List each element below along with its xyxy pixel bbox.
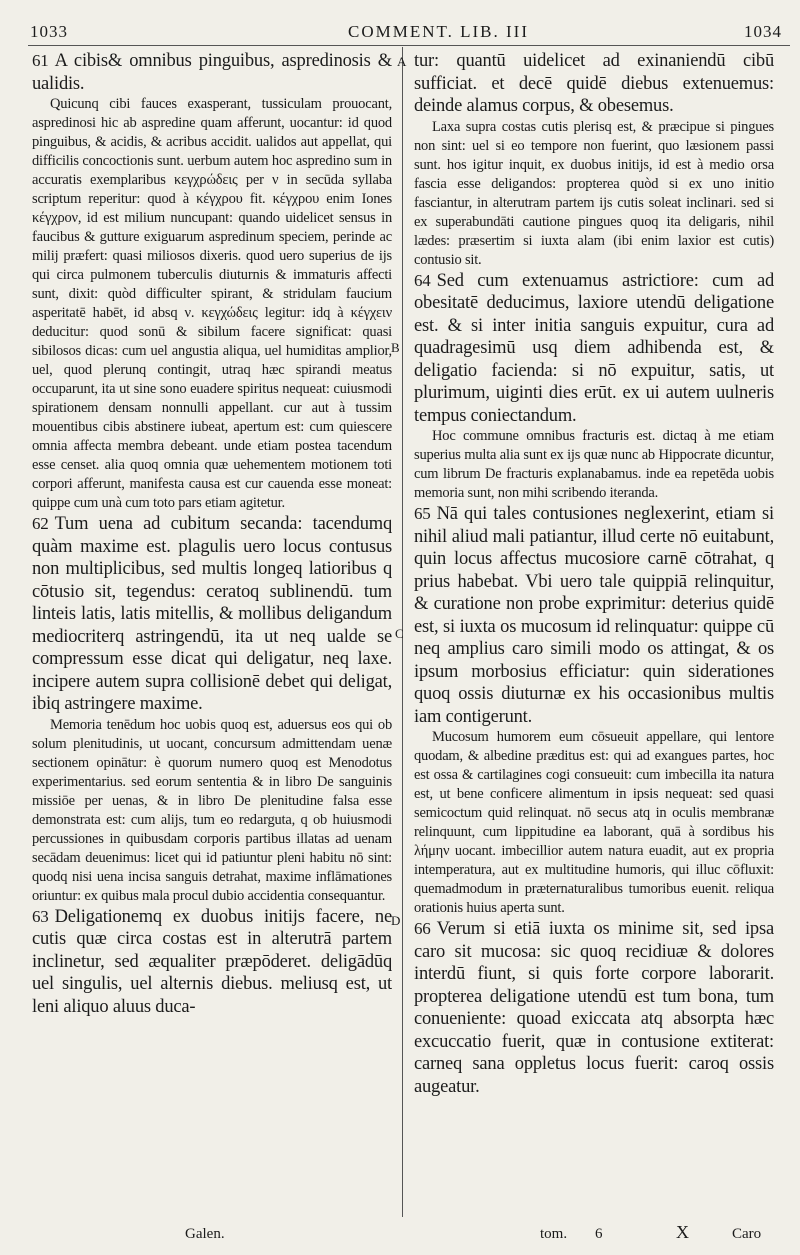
paragraph-text: Quicunq cibi fauces exasperant, tussiculam prouocant, aspredinosi hic ab aspredine quam afferunt, uocantur: id quod pinguibus, & acidis, & acribus accidit. ualidos aut appellat, qui difficilis concoctionis sunt. uerbum autem hoc aspredino sum in accuratis exemplaribus κεγχρώδεις per ν in secūda syllaba scriptum reperitur: quod à κέγχρου fit. κέγχρου enim Iones κέγχρον, id est milium nuncupant: quando uidelicet sensus in faucibus & gutture exiguarum aspredinum speciem, perinde ac milij præfert: quasi miliosos dixeris. quod uero superius de ijs qui circa pulmonem tuberculis diuturnis & immaturis affecti sunt, dixit: quòd difficulter spirant, & stridulam faucium asperitatē habēt, id absq ν. κεγχώδεις legitur: idq à κέγχειν deducitur: quod sonū & sibilum facere significat: quasi sibilosos dicas: cum uel angustia aliqua, uel humiditas amplior, uel, quod plerunq contingit, utraq hæc spirandi meatus occuparunt, ita ut sine sono euadere spiritus nequeat: cuiusmodi spirationem densam nonnulli appellant. cur aut à tussim mouentibus cibis abstinere iubeat, apertum est: cum quiescere omnia affecta membra debeant. unde etiam postea tacendum esse censet. alia quoq omnia quæ uehementem motionem toti corpori afferunt, manifesta causa est cur cauenda esse moneat: quippe cum unà cum toto pars etiam agitetur. — [32, 96, 392, 511]
paragraph-text: Nā qui tales contusiones neglexerint, etiam si nihil aliud mali patiantur, illud certe nō euitabunt, quin locus affectus mucosiore carnē cōtrahat, q prius habebat. Vbi uero tale quippiā relinquitur, & curatione non probe exprimitur: deterius quidē est, si iuxta os mucosum id relinquatur: quippe cū neq amplius caro simili modo os attingat, & os ipsum morbosius efficiatur: quin siderationes quoq ossis diuturnæ ex his occasionibus multis iam contigerunt. — [414, 504, 774, 727]
running-title: COMMENT. LIB. III — [348, 22, 529, 41]
paragraph-text: Tum uena ad cubitum secanda: tacendumq quàm maxime est. plagulis uero locus contusus non multiplicibus, sed multis longeq latioribus q cōtusio sit, tegendus: ceratoq sublinendū. tum linteis latis, latis mitellis, & mollibus deligandum mediocriterq astringendū, ita ut neq ualde se compressum esse dicat qui deligatur, neq laxe. incipere autem supra collisionē debet qui deligat, ibiq astringere maxime. — [32, 514, 392, 714]
paragraph-text: Memoria tenēdum hoc uobis quoq est, aduersus eos qui ob solum plenitudinis, ut uocant, concursum admittendam uenæ sectionem opinātur: è quorum numero quoq est Menodotus experimentarius. sed eorum sententia & in libro De sanguinis missiōe per uenas, & in libro De plenitudine falsa esse demonstrata est: cum alijs, tum eo redarguta, q ob huiusmodi percussiones in quibusdam corporis partibus illatas ad uenam secādam deuenimus: licet qui id patiuntur pleni habitu nō sint: quodq nisi uena incisa sanguis detrahat, maxime inflāmationes oriuntur: ex quibus mala procul dubio accidentia consequantur. — [32, 716, 392, 904]
lemma-paragraph — [414, 50, 774, 118]
commentary-paragraph — [414, 728, 774, 918]
page-footer — [0, 1221, 800, 1247]
signature-left: Galen. — [185, 1226, 225, 1242]
page-number-left: 1033 — [30, 22, 68, 41]
lemma-paragraph — [32, 513, 392, 716]
section-number: 61 — [32, 51, 49, 70]
gathering-signature: X — [676, 1222, 689, 1242]
commentary-paragraph — [414, 427, 774, 503]
paragraph-text: Deligationemq ex duobus initijs facere, ne cutis quæ circa costas est in alterutrā partem inclinetur, sed æqualiter præpōderet. deligādūq uel singulis, uel alternis diebus. meliusq est, ut leni aliquo aluus duca- — [32, 906, 392, 1017]
section-number: 65 — [414, 504, 431, 523]
lemma-paragraph — [414, 270, 774, 428]
section-number: 62 — [32, 514, 49, 533]
commentary-paragraph — [32, 95, 392, 513]
lemma-paragraph — [32, 50, 392, 95]
tome-label: tom. — [540, 1226, 568, 1242]
paragraph-text: tur: quantū uidelicet ad exinaniendū cibū sufficiat. et decē quidē diebus extenuemus: deinde alamus corpus, & obesemus. — [414, 51, 774, 116]
section-number: 66 — [414, 919, 431, 938]
lemma-paragraph — [414, 918, 774, 1098]
catchword: Caro — [732, 1226, 762, 1242]
page-number-right: 1034 — [744, 22, 782, 41]
paragraph-text: Mucosum humorem eum cōsueuit appellare, qui lentore quodam, & albedine præditus est: qui ad exangues partes, hoc est ossa & cartilagines cogi consueuit: cum imbecilla ita natura est, ut bene conficere alimentum in ipsis nequeat: sed quasi semicoctum quid relinquat. nō secus atq in oculis membranæ relinquunt, cum lippitudine ea laborant, quā à sordibus his λήμην uocant. imbecillior autem natura euadit, aut ex propria intemperatura, aut ex multitudine humoris, qui illuc cōfluxit: quemadmodum in præternaturalibus tumoribus euenit. reliqua orationis huius aperta sunt. — [414, 729, 774, 916]
paragraph-text: Hoc commune omnibus fracturis est. dictaq à me etiam superius multa alia sunt ex ijs quæ nunc ab Hippocrate dicuntur, cum librum De fracturis explanabamus. inde ea repetēda uobis memoria sunt, non mihi scribendo iteranda. — [414, 428, 774, 501]
margin-mark-c: C — [395, 626, 404, 641]
commentary-paragraph — [414, 118, 774, 270]
right-column — [414, 50, 774, 1220]
margin-mark-a: A — [397, 54, 407, 69]
paragraph-text: Sed cum extenuamus astrictiore: cum ad obesitatē deducimus, laxiore utendū deligatione est. & si inter initia sanguis expuitur, cura ad quadragesimū usq diem adhibenda est, & deligatio facienda: si nō expuitur, satis, ut plurimum, uiginti dies erūt. ex ui autem uulneris tempus coniectandum. — [414, 270, 774, 426]
margin-mark-d: D — [391, 913, 401, 928]
lemma-paragraph — [414, 503, 774, 728]
tome-number: 6 — [595, 1226, 603, 1242]
commentary-paragraph — [32, 716, 392, 906]
paragraph-text: Verum si etiā iuxta os minime sit, sed ipsa caro sit mucosa: sic quoq recidiuæ & dolores interdū fiunt, si quis forte corpore laborarit. propterea deligatione utendū est tum bona, tum conueniente: quoad exiccata atq absorpta hæc excuccatio fuerit, quæ in contusione extiterat: carneq sana oppletus locus fuerit: caroq ossis augeatur. — [414, 919, 774, 1097]
left-column — [32, 50, 392, 1220]
header-rule — [28, 45, 790, 46]
section-number: 64 — [414, 270, 431, 290]
lemma-paragraph — [32, 906, 392, 1019]
paragraph-text: Laxa supra costas cutis plerisq est, & præcipue si pingues non sint: uel si eo tempore non fuerint, quo læsionem passi sunt. hos igitur inquit, ex duobus initijs, id est à medio orsa fascia esse deligandos: propterea quòd si ex uno initio fasciantur, in alterutram partem ijs cutis soleat inclinari. sed si ex superabundāti cautione pingues quoq ita deligaris, nihil lædes: præsertim si iuxta alam (ibi enim laxior est cutis) contusio sit. — [414, 118, 774, 268]
margin-mark-b: B — [391, 340, 400, 355]
section-number: 63 — [32, 906, 49, 926]
paragraph-text: A cibis& omnibus pinguibus, aspredinosis & ualidis. — [32, 51, 392, 94]
